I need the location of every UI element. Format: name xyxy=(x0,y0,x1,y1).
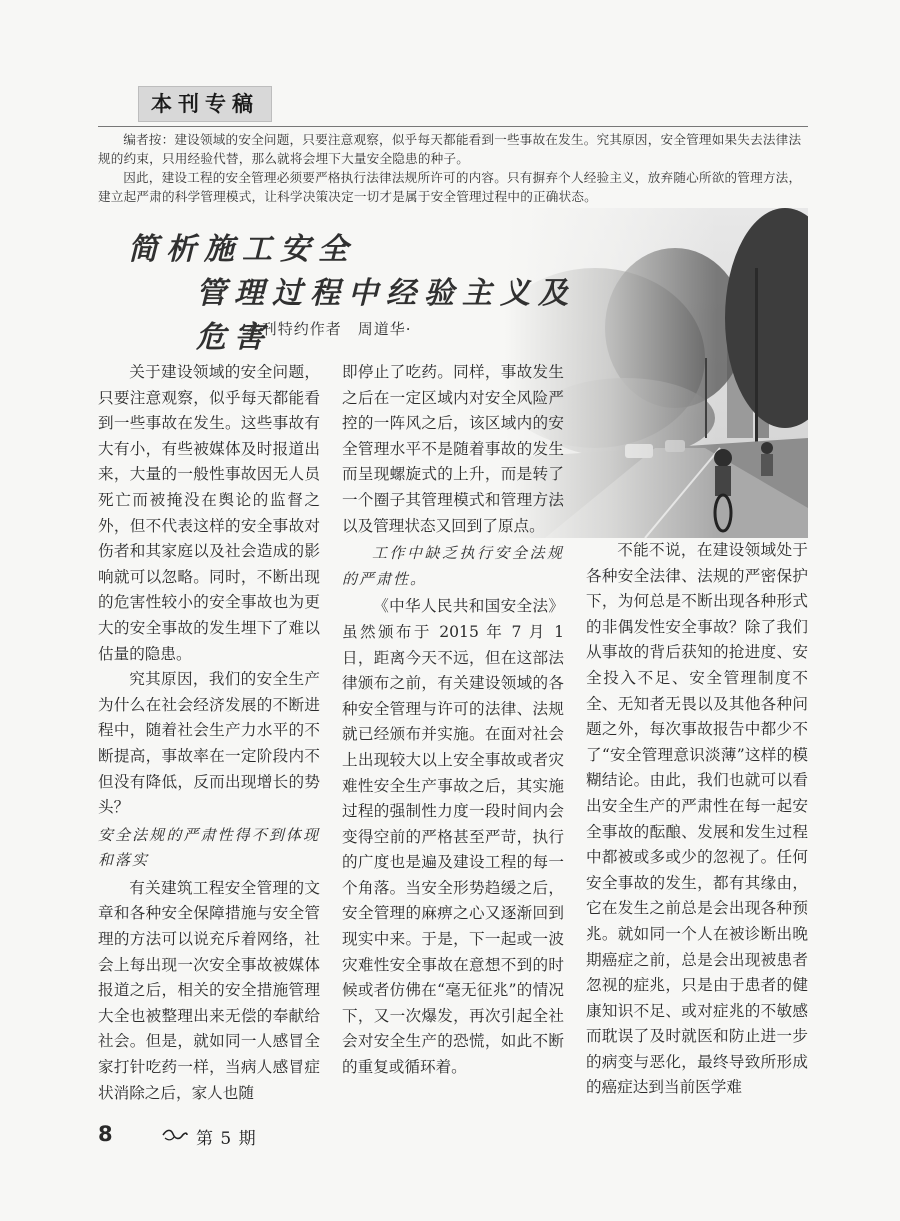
issue-label: 第 5 期 xyxy=(196,1129,257,1149)
paragraph: 即停止了吃药。同样，事故发生之后在一定区域内对安全风险严控的一阵风之后，该区域内的安全管理水平不是随着事故的发生而呈现螺旋式的上升，而是转了一个圈子其管理模式和管理方法以及管理状态又回到了原点。 xyxy=(342,363,564,535)
section-banner-label: 本刊专稿 xyxy=(151,92,259,116)
paragraph: 关于建设领域的安全问题，只要注意观察，似乎每天都能看到一些事故在发生。这些事故有大有小，有些被媒体及时报道出来，大量的一般性事故因无人员死亡而被掩没在舆论的监督之外，但不代表这样的安全事故对伤者和其家庭以及社会造成的影响就可以忽略。同时，不断出现的危害性较小的安全事故也为更大的安全事故的发生埋下了难以估量的隐患。 xyxy=(98,363,320,663)
text-column-2 xyxy=(342,360,564,1081)
paragraph: 究其原因，我们的安全生产为什么在社会经济发展的不断进程中，随着社会生产力水平的不断提高，事故率在一定阶段内不但没有降低，反而出现增长的势头？ xyxy=(98,670,320,817)
text-column-1 xyxy=(98,360,320,1106)
paragraph: 有关建筑工程安全管理的文章和各种安全保障措施与安全管理的方法可以说充斥着网络，社会上每出现一次安全事故被媒体报道之后，相关的安全措施管理大全也被整理出来无偿的奉献给社会。但是，就如同一人感冒全家打针吃药一样，当病人感冒症状消除之后，家人也随 xyxy=(98,878,320,1102)
article-byline: ·本刊特约作者 周道华· xyxy=(240,320,412,338)
section-banner xyxy=(138,86,272,122)
section-heading: 安全法规的严肃性得不到体现和落实 xyxy=(98,825,320,870)
editor-note xyxy=(98,130,808,206)
article-title-line2: 管理过程中经验主义及危害 xyxy=(196,276,576,355)
top-divider xyxy=(98,126,808,127)
editor-note-paragraph: 编者按：建设领域的安全问题，只要注意观察，似乎每天都能看到一些事故在发生。究其原因，安全管理如果失去法律法规的约束，只用经验代替，那么就将会埋下大量安全隐患的种子。 xyxy=(98,132,802,166)
article-title xyxy=(128,228,578,360)
text-column-3 xyxy=(586,538,808,1101)
page-number: 8 xyxy=(98,1122,113,1146)
article-title-line1: 简析施工安全 xyxy=(128,232,356,267)
editor-note-paragraph: 因此，建设工程的安全管理必须要严格执行法律法规所许可的内容。只有摒弃个人经验主义，放弃随心所欲的管理方法，建立起严肃的科学管理模式，让科学决策决定一切才是属于安全管理过程中的正确状态。 xyxy=(98,170,802,204)
decorative-swirl-icon xyxy=(162,1128,188,1142)
paragraph: 不能不说，在建设领域处于各种安全法律、法规的严密保护下，为何总是不断出现各种形式的非偶发性安全事故？除了我们从事故的背后获知的抢进度、安全投入不足、安全管理制度不全、无知者无畏以及其他各种问题之外，每次事故报告中都少不了“安全管理意识淡薄”这样的模糊结论。由此，我们也就可以看出安全生产的严肃性在每一起安全事故的酝酿、发展和发生过程中都被或多或少的忽视了。任何安全事故的发生，都有其缘由，它在发生之前总是会出现各种预兆。就如同一个人在被诊断出晚期癌症之前，总是会出现被患者忽视的症兆，只是由于患者的健康知识不足、或对症兆的不敏感而耽误了及时就医和防止进一步的病变与恶化，最终导致所形成的癌症达到当前医学难 xyxy=(586,541,808,1097)
paragraph: 《中华人民共和国安全法》虽然颁布于 2015 年 7 月 1 日，距离今天不远，但在这部法律颁布之前，有关建设领域的各种安全管理与许可的法律、法规就已经颁布并实施。在面对社会上出现较大以上安全事故或者灾难性安全生产事故之后，其实施过程的强制性力度一段时间内会变得空前的严格甚至严苛，执行的广度也是遍及建设工程的每一个角落。当安全形势趋缓之后，安全管理的麻痹之心又逐渐回到现实中来。于是，下一起或一波灾难性安全事故在意想不到的时候或者仿佛在“毫无征兆”的情况下，又一次爆发，再次引起全社会对安全生产的恐慌，如此不断的重复或循环着。 xyxy=(342,597,564,1077)
section-heading: 工作中缺乏执行安全法规的严肃性。 xyxy=(342,544,564,588)
